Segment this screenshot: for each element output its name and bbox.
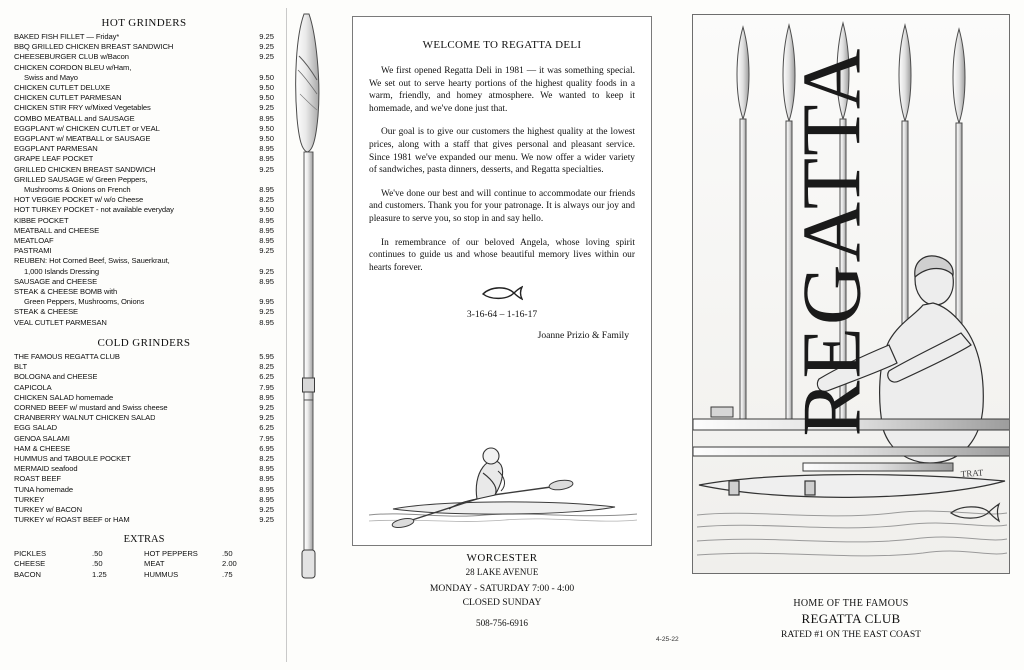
- menu-item-price: 9.25: [259, 164, 274, 174]
- extras-left-column: [14, 549, 144, 581]
- menu-item: [14, 277, 274, 287]
- menu-item: [14, 297, 274, 307]
- menu-item-name: CRANBERRY WALNUT CHICKEN SALAD: [14, 413, 156, 423]
- menu-item: [14, 485, 274, 495]
- menu-item-price: 8.25: [259, 453, 274, 463]
- menu-item-name: Mushrooms & Onions on French: [24, 185, 131, 195]
- welcome-paragraphs: [369, 65, 635, 274]
- welcome-heading: WELCOME TO REGATTA DELI: [422, 39, 582, 51]
- menu-item: [14, 185, 274, 195]
- menu-item-price: 6.25: [259, 372, 274, 382]
- cold-grinders-list: [14, 352, 274, 525]
- menu-item: [14, 474, 274, 484]
- address-block: [352, 552, 652, 628]
- menu-item: [14, 393, 274, 403]
- menu-item: [14, 454, 274, 464]
- fish-symbol-icon: [369, 285, 635, 305]
- menu-item: [14, 205, 274, 215]
- menu-item-price: 9.95: [259, 297, 274, 307]
- extra-item-name: HOT PEPPERS: [144, 548, 198, 558]
- menu-item-name: Green Peppers, Mushrooms, Onions: [24, 297, 145, 307]
- caption-home-of-famous: HOME OF THE FAMOUS: [793, 598, 909, 609]
- menu-item-price: 9.25: [259, 515, 274, 525]
- menu-item-name: Swiss and Mayo: [24, 72, 78, 82]
- sculler-illustration: [365, 429, 641, 539]
- menu-item-name: EGGPLANT PARMESAN: [14, 144, 98, 154]
- address-street: 28 LAKE AVENUE: [465, 567, 539, 577]
- menu-item: [14, 144, 274, 154]
- menu-item: [14, 195, 274, 205]
- extra-item-name: BACON: [14, 570, 42, 580]
- menu-item-name: CORNED BEEF w/ mustard and Swiss cheese: [14, 402, 168, 412]
- hot-grinders-list: [14, 32, 274, 328]
- menu-item-name: HOT TURKEY POCKET - not available everyday: [14, 205, 174, 215]
- menu-item-price: 9.25: [259, 307, 274, 317]
- welcome-panel: [352, 16, 652, 546]
- menu-item-name: BOLOGNA and CHEESE: [14, 372, 98, 382]
- menu-column: [14, 14, 274, 581]
- menu-item-name: THE FAMOUS REGATTA CLUB: [14, 351, 120, 361]
- extra-item: [14, 570, 144, 581]
- menu-item-name: PASTRAMI: [14, 246, 52, 256]
- extra-item-name: PICKLES: [14, 548, 47, 558]
- menu-item-name: REUBEN: Hot Corned Beef, Swiss, Sauerkraut,: [14, 256, 170, 266]
- menu-item: [14, 403, 274, 413]
- caption-rating: RATED #1 ON THE EAST COAST: [780, 629, 922, 640]
- welcome-paragraph: Our goal is to give our customers the highest quality at the lowest prices, along with a staff that gives personal and pleasant service. Since 1981 we've expanded our menu. We now offer a wider variety of sandwiches, pasta dinners, desserts, and Regatta specialties.: [369, 127, 635, 176]
- menu-item-price: 8.25: [259, 362, 274, 372]
- extras-right-column: [144, 549, 274, 581]
- menu-item: [14, 93, 274, 103]
- menu-item-name: MERMAID seafood: [14, 464, 78, 474]
- memorial-dates: 3-16-64 – 1-16-17: [466, 309, 538, 321]
- menu-item-price: 8.95: [259, 474, 274, 484]
- menu-item-price: 9.50: [259, 205, 274, 215]
- menu-item-name: CHEESEBURGER CLUB w/Bacon: [14, 52, 129, 62]
- menu-item-name: TUNA homemade: [14, 484, 74, 494]
- menu-item-name: TURKEY w/ BACON: [14, 504, 82, 514]
- extra-item: [14, 559, 144, 570]
- extra-item-name: HUMMUS: [144, 570, 179, 580]
- menu-item-price: 9.50: [259, 72, 274, 82]
- menu-item: [14, 216, 274, 226]
- menu-item-price: 9.50: [259, 83, 274, 93]
- menu-item-price: 8.95: [259, 392, 274, 402]
- menu-item: [14, 114, 274, 124]
- right-caption-block: [692, 598, 1010, 640]
- welcome-paragraph: We've done our best and will continue to accommodate our friends and customers. Thank you for your patronage. It is always our joy and pleasure to serve you, so stop in and say hello.: [369, 188, 635, 224]
- welcome-paragraph: We first opened Regatta Deli in 1981 — it was something special. We set out to serve hearty portions of the highest quality foods in a warm, friendly, and homey atmosphere. We wanted to keep it homemade, and we've done just that.: [369, 66, 635, 114]
- menu-item-name: TURKEY: [14, 494, 45, 504]
- menu-item-name: GRAPE LEAF POCKET: [14, 154, 94, 164]
- address-city: WORCESTER: [466, 552, 538, 564]
- menu-item-name: VEAL CUTLET PARMESAN: [14, 317, 107, 327]
- menu-item-name: EGG SALAD: [14, 423, 57, 433]
- menu-item-price: 8.95: [259, 494, 274, 504]
- menu-item: [14, 52, 274, 62]
- menu-item-price: 9.25: [259, 266, 274, 276]
- extra-item-price: .50: [92, 559, 103, 569]
- svg-text:TRAT: TRAT: [960, 467, 984, 479]
- menu-item-name: EGGPLANT w/ CHICKEN CUTLET or VEAL: [14, 123, 160, 133]
- extras-block: [14, 549, 274, 581]
- menu-item-price: 9.25: [259, 103, 274, 113]
- menu-item-price: 8.95: [259, 464, 274, 474]
- menu-item: [14, 383, 274, 393]
- extra-item-price: .75: [222, 570, 233, 580]
- menu-item-price: 6.95: [259, 443, 274, 453]
- extra-item-name: MEAT: [144, 559, 165, 569]
- vertical-divider: [286, 8, 287, 662]
- menu-item-price: 8.95: [259, 144, 274, 154]
- menu-item-name: MEATBALL and CHEESE: [14, 225, 100, 235]
- menu-item: [14, 165, 274, 175]
- closed-notice: CLOSED SUNDAY: [462, 597, 542, 608]
- regatta-wordmark: REGATTA: [785, 46, 879, 437]
- menu-item-name: CHICKEN STIR FRY w/Mixed Vegetables: [14, 103, 151, 113]
- extra-item: [144, 570, 274, 581]
- menu-item-name: BAKED FISH FILLET — Friday*: [14, 32, 120, 41]
- menu-item-price: 9.25: [259, 402, 274, 412]
- menu-item-price: 9.50: [259, 123, 274, 133]
- menu-item-price: 9.25: [259, 504, 274, 514]
- menu-item-price: 8.25: [259, 195, 274, 205]
- menu-item-name: STEAK & CHEESE BOMB with: [14, 287, 118, 297]
- menu-item-price: 7.95: [259, 382, 274, 392]
- menu-item: [14, 434, 274, 444]
- hot-grinders-title: HOT GRINDERS: [101, 17, 187, 29]
- extra-item-price: 2.00: [222, 559, 237, 569]
- extra-item: [144, 549, 274, 560]
- extras-title: EXTRAS: [123, 534, 165, 546]
- menu-item: [14, 256, 274, 266]
- menu-item: [14, 362, 274, 372]
- menu-item: [14, 515, 274, 525]
- menu-item-name: TURKEY w/ ROAST BEEF or HAM: [14, 515, 130, 525]
- phone-number[interactable]: 508-756-6916: [475, 618, 529, 628]
- menu-item-name: KIBBE POCKET: [14, 215, 69, 225]
- menu-item: [14, 83, 274, 93]
- menu-item-name: MEATLOAF: [14, 236, 54, 246]
- menu-item-price: 7.95: [259, 433, 274, 443]
- menu-item-name: ROAST BEEF: [14, 474, 61, 484]
- menu-item-name: GRILLED SAUSAGE w/ Green Peppers,: [14, 174, 148, 184]
- menu-item: [14, 423, 274, 433]
- menu-item-name: CAPICOLA: [14, 382, 52, 392]
- menu-item-name: SAUSAGE and CHEESE: [14, 276, 98, 286]
- caption-regatta-club: REGATTA CLUB: [801, 611, 901, 626]
- extra-item: [14, 549, 144, 560]
- menu-item-name: HAM & CHEESE: [14, 443, 71, 453]
- signature: Joanne Prizio & Family: [537, 330, 629, 342]
- menu-item-name: GRILLED CHICKEN BREAST SANDWICH: [14, 164, 156, 174]
- date-code: 4-25-22: [656, 636, 679, 643]
- menu-item: [14, 464, 274, 474]
- menu-item: [14, 103, 274, 113]
- extra-item-price: .50: [222, 548, 233, 558]
- menu-item: [14, 267, 274, 277]
- hours: MONDAY - SATURDAY 7:00 - 4:00: [429, 583, 575, 594]
- menu-item-price: 8.95: [259, 113, 274, 123]
- menu-item-price: 6.25: [259, 423, 274, 433]
- oar-illustration: [290, 10, 332, 580]
- menu-item: [14, 236, 274, 246]
- extra-item-name: CHEESE: [14, 559, 46, 569]
- menu-item-price: 8.95: [259, 215, 274, 225]
- menu-item-price: 8.95: [259, 317, 274, 327]
- menu-item-name: 1,000 Islands Dressing: [24, 266, 100, 276]
- menu-item: [14, 495, 274, 505]
- menu-item-name: HUMMUS and TABOULE POCKET: [14, 453, 131, 463]
- menu-item-price: 5.95: [259, 351, 274, 361]
- menu-item: [14, 413, 274, 423]
- menu-item: [14, 444, 274, 454]
- cold-grinders-title: COLD GRINDERS: [97, 336, 191, 349]
- menu-item-price: 9.50: [259, 93, 274, 103]
- menu-item-name: CHICKEN CUTLET DELUXE: [14, 83, 111, 93]
- extra-item: [144, 559, 274, 570]
- menu-item: [14, 32, 274, 42]
- menu-item-price: 9.25: [259, 246, 274, 256]
- menu-item: [14, 287, 274, 297]
- menu-item: [14, 352, 274, 362]
- menu-item-name: COMBO MEATBALL and SAUSAGE: [14, 113, 135, 123]
- menu-item-price: 8.95: [259, 154, 274, 164]
- menu-item-name: CHICKEN CUTLET PARMESAN: [14, 93, 122, 103]
- menu-item: [14, 154, 274, 164]
- welcome-paragraph: In remembrance of our beloved Angela, whose loving spirit continues to guide us and whose beautiful memory lives within our hearts forever.: [369, 237, 635, 273]
- menu-item: [14, 175, 274, 185]
- menu-item: [14, 318, 274, 328]
- menu-item: [14, 307, 274, 317]
- menu-item: [14, 124, 274, 134]
- menu-item-price: 9.25: [259, 42, 274, 52]
- menu-item-name: CHICKEN SALAD homemade: [14, 392, 114, 402]
- menu-item-price: 9.25: [259, 413, 274, 423]
- menu-item-price: 9.50: [259, 134, 274, 144]
- menu-item-price: 9.25: [259, 52, 274, 62]
- menu-item: [14, 73, 274, 83]
- menu-item: [14, 246, 274, 256]
- menu-item: [14, 505, 274, 515]
- menu-item: [14, 63, 274, 73]
- menu-item: [14, 226, 274, 236]
- menu-item-price: 8.95: [259, 225, 274, 235]
- menu-item-name: BLT: [14, 362, 28, 372]
- menu-item-price: 8.95: [259, 276, 274, 286]
- menu-item: [14, 372, 274, 382]
- menu-item-price: 8.95: [259, 185, 274, 195]
- menu-item-name: GENOA SALAMI: [14, 433, 70, 443]
- menu-item-name: CHICKEN CORDON BLEU w/Ham,: [14, 62, 132, 72]
- regatta-art-panel: [692, 14, 1010, 574]
- extra-item-price: .50: [92, 548, 103, 558]
- menu-item-name: BBQ GRILLED CHICKEN BREAST SANDWICH: [14, 42, 174, 52]
- menu-item-name: STEAK & CHEESE: [14, 307, 79, 317]
- menu-item-price: 8.95: [259, 236, 274, 246]
- extra-item-price: 1.25: [92, 570, 107, 580]
- menu-item-name: EGGPLANT w/ MEATBALL or SAUSAGE: [14, 134, 151, 144]
- menu-item-price: 8.95: [259, 484, 274, 494]
- menu-item-price: 9.25: [259, 32, 274, 41]
- menu-item-name: HOT VEGGIE POCKET w/ w/o Cheese: [14, 195, 144, 205]
- menu-item: [14, 42, 274, 52]
- menu-item: [14, 134, 274, 144]
